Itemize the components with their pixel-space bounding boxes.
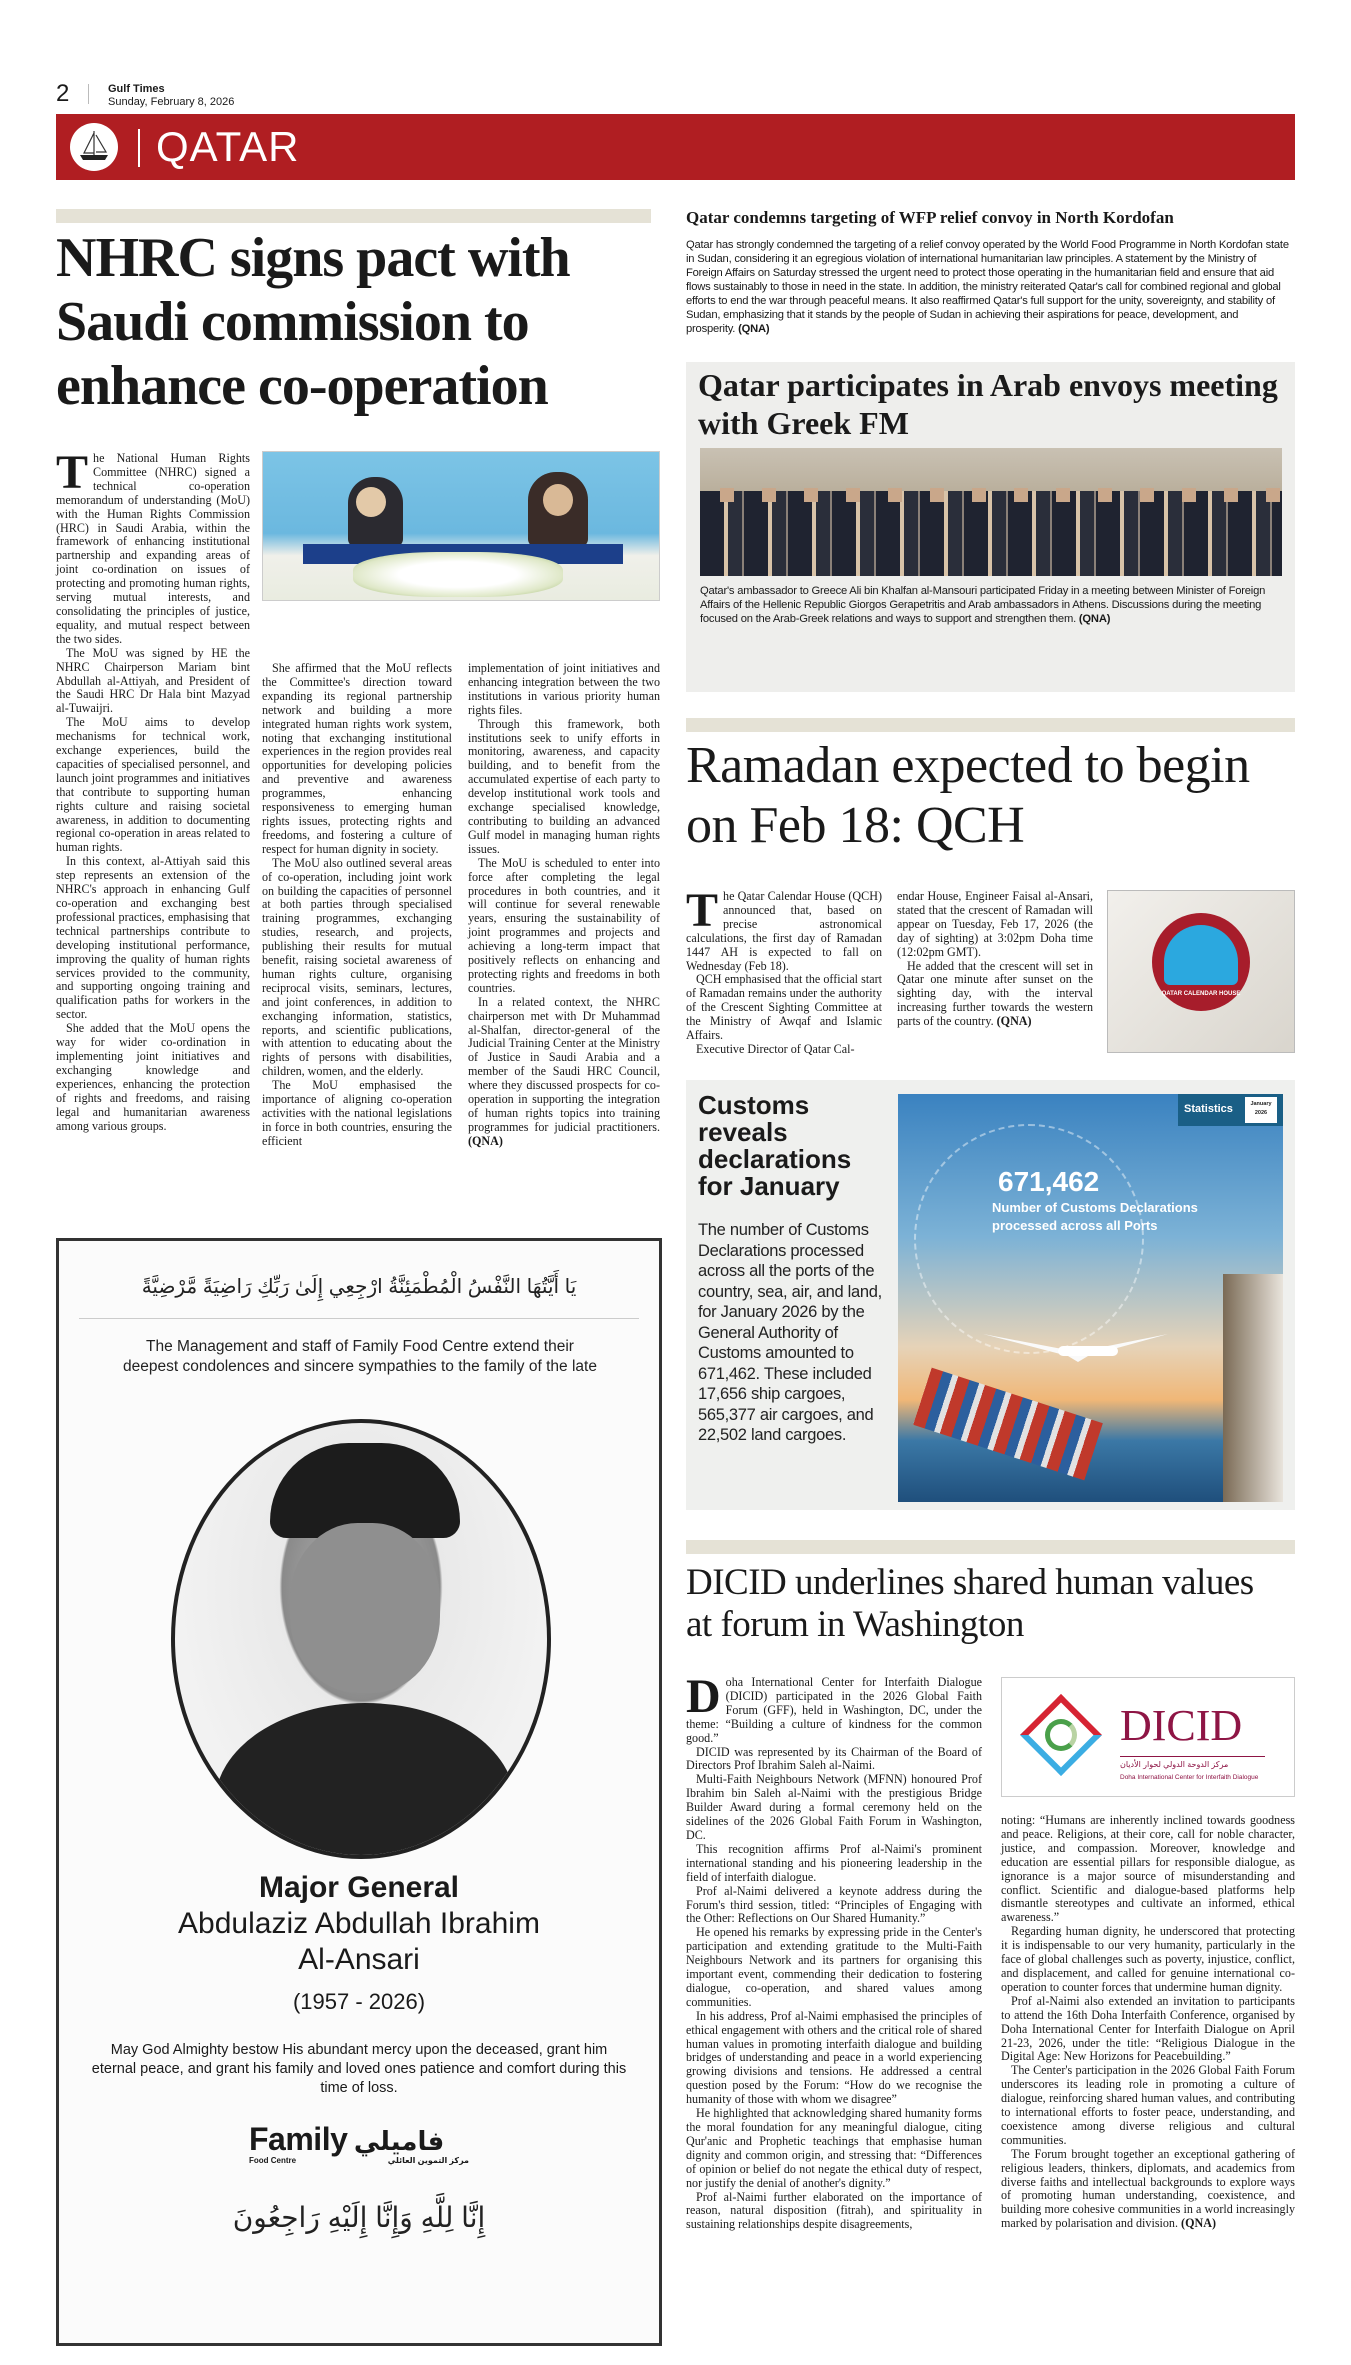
logo-text: QATAR CALENDAR HOUSE [1161,991,1241,997]
paragraph: Prof al-Naimi also extended an invitation to participants to attend the 16th Doha Interfaith Conference, organised by Doha International Center for Interfaith Dialogue on April 21-23, 2026, under the title: “Religious Dialogue in the Digital Age: New Horizons for Peacebuilding.” [1001,1993,1295,2064]
obituary-ad [56,1238,662,2346]
arab-envoys-headline: Qatar participates in Arab envoys meeting with Greek FM [698,367,1278,441]
credit: (QNA) [1181,2216,1216,2231]
paragraph: Prof al-Naimi further elaborated on the importance of reason, natural disposition (fitrah), and spirituality in sustaining relationships despite disagreements, [686,2189,982,2232]
paragraph: noting: “Humans are inherently inclined towards goodness and peace. Religions, at their core, call for noble character, justice, and compassion. Moreover, knowledge and education are essential pillars for responsible dialogue, as ignorance is a major source of misunderstanding and conflict. Scientific and dialogue-based platforms help dismantle stereotypes and cultivate an informed, ethical awareness.” [1001,1813,1295,1925]
paragraph: The MoU aims to develop mechanisms for technical work, exchange experiences, build the capacities of specialised personnel, and launch joint programmes and initiatives that contribute to supporting human rights culture and raising societal awareness, in addition to documenting regional co-operation in areas related to human rights. [56,715,250,855]
page-number: 2 [56,80,70,107]
closing-verse: إِنَّا لِلَّهِ وَإِنَّا إِلَيْهِ رَاجِعُونَ [232,2202,486,2233]
credit: (QNA) [738,323,770,335]
truck [1223,1274,1283,1502]
divider [138,129,140,167]
dicid-logo-name: DICID [1120,1701,1243,1750]
paragraph: implementation of joint initiatives and enhancing integration between the two institutions in various priority human rights files. [468,661,660,717]
envoys-caption: Qatar's ambassador to Greece Ali bin Khalfan al-Mansouri participated Friday in a meeting between Minister of Foreign Affairs of the Hellenic Republic Giorgos Gerapetritis and Arab ambassadors in Athens. Discussions during the meeting focused on the Arab-Greek relations and ways to support and strengthen them. (QNA) [700,585,1266,625]
family-logo: Family فاميلي Food Centre مركز التموين العائلي [249,2121,469,2165]
prayer-text: May God Almighty bestow His abundant mercy upon the deceased, grant him eternal peace, and grant his family and loved ones patience and comfort during this time of loss. [91,2042,627,2096]
paragraph: Prof al-Naimi delivered a keynote address during the Forum's third session, titled: “Principles of Engaging with the Other: Reflections on Our Shared Humanity.” [686,1883,982,1926]
paragraph: Executive Director of Qatar Cal- [696,1041,855,1056]
divider [88,84,89,104]
customs-headline: Customs reveals declarations for January [698,1090,852,1201]
nhrc-col1: The National Human Rights Committee (NHRC) signed a technical co-operation memorandum of understanding (MoU) with the Human Rights Commission (HRC) in Saudi Arabia, within the framework of enhancing institutional partnership and expanding areas of joint co-ordination on issues of protecting and promoting human rights, serving mutual interests, and consolidating the principles of justice, equality, and mutual respect between the two sides. The MoU was signed by HE the NHRC Chairperson Mariam bint Abdullah al-Attiyah, and President of the Saudi HRC Dr Hala bint Mazyad al-Tuwaijri. The MoU aims to develop mechanisms for technical work, exchange experiences, build the capacities of specialised personnel, and launch joint programmes and initiatives that contribute to supporting human rights culture and raising societal awareness, in addition to documenting regional co-operation in areas related to human rights. In this context, al-Attiyah said this step represents an extension of the NHRC's approach in enhancing Gulf co-operation and exchanging best professional practices, emphasising that technical partnerships contribute to developing institutional performance, improving the quality of human rights services provided to the community, and supporting ongoing training and qualification paths for workers in the sector. She added that the MoU opens the way for wider co-ordination in implementing joint initiatives and exchanging knowledge and experiences, enhancing the protection of rights and freedoms, and raising legal and humanitarian awareness among various groups. [56,446,250,1133]
nhrc-signing-photo [262,451,660,601]
section-rule [686,718,1295,732]
paragraph: The MoU was signed by HE the NHRC Chairperson Mariam bint Abdullah al-Attiyah, and President of the Saudi HRC Dr Hala bint Mazyad al-Tuwaijri. [56,645,250,716]
dicid-col1: Doha International Center for Interfaith Dialogue (DICID) participated in the 2026 Global Faith Forum (GFF), held in Washington, DC, under the theme: “Building a culture of kindness for the common good.” DICID was represented by its Chairman of the Board of Directors Prof Ibrahim Saleh al-Naimi. Multi-Faith Neighbours Network (MFNN) honoured Prof Ibrahim bin Saleh al-Naimi with the prestigious Bridge Builder Award during a formal ceremony held on the sidelines of the 2026 Global Faith Forum in Washington, DC. This recognition affirms Prof al-Naimi's prominent international standing and his pioneering leadership in the field of interfaith dialogue. Prof al-Naimi delivered a keynote address during the Forum's third session, titled: “Principles of Engaging with the Other: Reflections on Our Shared Humanity.” He opened his remarks by expressing pride in the Center's participation and extending gratitude to the Multi-Faith Neighbours Network and its partners for organising this important event, commending their dedication to fostering dialogue, co-operation, and shared values among communities. In his address, Prof al-Naimi emphasised the principles of ethical engagement with others and the critical role of shared human values in promoting interfaith dialogue and building bridges of understanding and peace in a world experiencing growing divisions and tensions. He addressed a central question posed by the Forum: “How do we recognise the humanity of those with whom we disagree” He highlighted that acknowledging shared humanity forms the moral foundation for any meaningful dialogue, citing Qur'anic and Prophetic teachings that emphasise human dignity and common origin, and stressing that: “Differences of opinion or belief do not negate the ethical duty of respect, nor justify the denial of another's dignity.” Prof al-Naimi further elaborated on the importance of reason, natural disposition (fitrah), and spirituality in sustaining relationships despite disagreements, [686,1670,982,2232]
statistics-tag: Statistics January 2026 [1178,1094,1283,1126]
credit: (QNA) [468,1133,503,1148]
customs-body: The number of Customs Declarations processed across all the ports of the country, sea, air, and land, for January 2026 by the General Authority of Customs amounted to 671,462. These included 17,656 ship cargoes, 565,377 air cargoes, and 22,502 land cargoes. [698,1221,882,1444]
airplane-icon [978,1324,1188,1354]
infographic-subtitle-2: processed across all Ports [992,1218,1158,1233]
envoys-group-photo [700,448,1282,576]
customs-infographic [898,1094,1283,1502]
paragraph: He opened his remarks by expressing pride in the Center's participation and extending gratitude to the Multi-Faith Neighbours Network and its partners for organising this important event, commending their dedication to fostering dialogue, co-operation, and shared values among communities. [686,1925,982,2009]
portrait-photo [171,1419,551,1859]
arab-envoys-box [686,362,1295,692]
circuit-rings-decoration [914,1124,1144,1354]
dicid-col2: noting: “Humans are inherently inclined towards goodness and peace. Religions, at their core, call for noble character, justice, and compassion. Moreover, knowledge and education are essential pillars for responsible dialogue, as ignorance is a major source of misunderstanding and conflict. Scientific and dialogue-based platforms help dismantle stereotypes and cultivate an informed, ethical awareness.” Regarding human dignity, he underscored that protecting it is indispensable to our very humanity, particularly in the face of global challenges such as poverty, injustice, conflict, and displacement, and called for genuine international co-operation to counter forces that undermine human dignity. Prof al-Naimi also extended an invitation to participants to attend the 16th Doha Interfaith Conference, organised by Doha International Center for Interfaith Dialogue on April 21-23, 2026, under the title: “Religious Dialogue in the Digital Age: New Horizons for Peacebuilding.” The Center's participation in the 2026 Global Faith Forum underscores its leading role in promoting a culture of dialogue, reinforcing shared human values, and contributing to international efforts to foster peace, understanding, and coexistence among diverse religious and cultural communities. The Forum brought together an exceptional gathering of religious leaders, thinkers, diplomats, and academics from diverse faiths and intellectual backgrounds to explore ways of promoting human understanding, coexistence, and building more cohesive communities in a world increasingly marked by polarisation and division. (QNA) [1001,1813,1295,2231]
paragraph: He highlighted that acknowledging shared humanity forms the moral foundation for any meaningful dialogue, citing Qur'anic and Prophetic teachings that emphasise human dignity and common origin, and stressing that: “Differences of opinion or belief do not negate the ethical duty of respect, nor justify the denial of another's dignity.” [686,2106,982,2190]
section-banner [56,114,1295,180]
ramadan-col2: endar House, Engineer Faisal al-Ansari, stated that the crescent of Ramadan will appear on Tuesday, Feb 17, 2026 (the day of sighting) at 3:02pm Doha time (12:02pm GMT). He added that the crescent will set in Qatar one minute after sunset on the sighting day, with the interval increasing further towards the western parts of the country. (QNA) [897,889,1093,1029]
paragraph: She added that the MoU opens the way for wider co-ordination in implementing joint initiatives and exchanging knowledge and experiences, enhancing the protection of rights and freedoms, and raising legal and humanitarian awareness among various groups. [56,1021,250,1133]
paragraph: QCH emphasised that the official start of Ramadan remains under the authority of the Crescent Sighting Committee at the Ministry of Awqaf and Islamic Affairs. [686,972,882,1043]
paragraph: The Center's participation in the 2026 Global Faith Forum underscores its leading role in promoting a culture of dialogue, reinforcing shared human values, and contributing to international efforts to foster peace, understanding, and coexistence among diverse religious and cultural communities. [1001,2063,1295,2147]
deceased-name-2: Al-Ansari [298,1943,420,1976]
paragraph: endar House, Engineer Faisal al-Ansari, stated that the crescent of Ramadan will appear on Tuesday, Feb 17, 2026 (the day of sighting) at 3:02pm Doha time (12:02pm GMT). [897,889,1093,959]
dicid-logo-english: Doha International Center for Interfaith Dialogue [1120,1774,1259,1781]
section-rule [56,209,651,223]
nhrc-col3: implementation of joint initiatives and enhancing integration between the two institutions in various priority human rights files. Through this framework, both institutions seek to unify efforts in monitoring, awareness, and capacity building, and to benefit from the accumulated expertise of each party to develop institutional work tools and exchange specialised knowledge, contributing to building an advanced Gulf model in managing human rights issues. The MoU is scheduled to enter into force after completing the legal procedures in both countries, and it will continue for several renewable years, ensuring the sustainability of joint programmes and projects and achieving a long-term impact that positively reflects on enhancing and protecting rights and freedoms in both countries. In a related context, the NHRC chairperson met with Dr Muhammad al-Shalfan, director-general of the Judicial Training Center at the Ministry of Justice in Saudi Arabia and a member of the Saudi HRC Council, where they discussed prospects for co-operation in supporting the integration of human rights topics into training programmes for judicial practitioners. (QNA) [468,661,660,1148]
paragraph: In this context, al-Attiyah said this step represents an extension of the NHRC's approach in enhancing Gulf co-operation and exchanging best professional practices, emphasising that technical partnerships contribute to developing institutional performance, improving the quality of human rights services provided to the community, and supporting ongoing training and qualification paths for workers in the sector. [56,854,250,1022]
paragraph: Through this framework, both institutions seek to unify efforts in monitoring, awareness, and capacity building, and to benefit from the accumulated expertise of each party to develop institutional work tools and exchange specialised knowledge, contributing to building an advanced Gulf model in managing human rights issues. [468,716,660,856]
infographic-subtitle-1: Number of Customs Declarations [992,1200,1198,1215]
dicid-logo-arabic: مركز الدوحة الدولي لحوار الأديان [1120,1760,1229,1769]
rank: Major General [258,1871,460,1904]
dhow-boat-icon [70,123,118,171]
dicid-headline: DICID underlines shared human values at forum in Washington [686,1562,1254,1645]
paragraph: DICID was represented by its Chairman of the Board of Directors Prof Ibrahim Saleh al-Naimi. [686,1744,982,1773]
life-years: (1957 - 2026) [292,1989,426,2014]
paragraph: The MoU emphasised the importance of aligning co-operation activities with the national legislations in force in both countries, ensuring the efficient [262,1078,452,1148]
nhrc-headline: NHRC signs pact with Saudi commission to enhance co-operation [56,227,570,417]
wfp-headline: Qatar condemns targeting of WFP relief convoy in North Kordofan [686,208,1174,227]
drop-cap: T [56,446,89,499]
paragraph: She affirmed that the MoU reflects the Committee's direction toward expanding its regional partnership network and building a more integrated human rights work system, noting that exchanging institutional experiences in the region provides real opportunities for developing policies and preventive and awareness programmes, enhancing responsiveness to emerging human rights issues, protecting rights and freedoms, and fostering a culture of respect for human dignity in society. [262,661,452,856]
ramadan-col1: The Qatar Calendar House (QCH) announced that, based on precise astronomical calculations, the first day of Ramadan 1447 AH is expected to fall on Wednesday (Feb 18). QCH emphasised that the official start of Ramadan remains under the authority of the Crescent Sighting Committee at the Ministry of Awqaf and Islamic Affairs. Executive Director of Qatar Cal- [686,884,882,1056]
drop-cap: D [686,1670,721,1723]
paragraph: The MoU also outlined several areas of co-operation, including joint work on building the capacities of personnel at both parties through specialised training programmes, exchanging studies, research, and projects, publishing their results for mutual benefit, raising societal awareness of human rights culture, organising reciprocal visits, seminars, lectures, and joint conferences, in addition to exchanging information, statistics, reports, and scientific publications, with attention to educating about the rights of persons with disabilities, children, women, and the elderly. [262,855,452,1079]
deceased-name-1: Abdulaziz Abdullah Ibrahim [178,1907,540,1940]
dicid-logo [1001,1677,1295,1797]
credit: (QNA) [996,1014,1032,1029]
nhrc-col2 [262,662,452,1149]
section-title: QATAR [156,123,300,170]
paragraph: In his address, Prof al-Naimi emphasised the principles of ethical engagement with others and the critical role of shared human values in promoting interfaith dialogue and building bridges of understanding and peace in a world experiencing growing divisions and tensions. He addressed a central question posed by the Forum: “How do we recognise the humanity of those with whom we disagree” [686,2008,982,2107]
paragraph: Regarding human dignity, he underscored that protecting it is indispensable to our very humanity, particularly in the face of global challenges such as poverty, injustice, conflict, and displacement, and called for genuine international co-operation to counter forces that undermine human dignity. [1001,1924,1295,1994]
paragraph: The MoU is scheduled to enter into force after completing the legal procedures in both countries, and it will continue for several renewable years, ensuring the sustainability of joint programmes and projects and achieving a long-term impact that positively reflects on enhancing and protecting rights and freedoms in both countries. [468,855,660,995]
qatar-calendar-house-logo [1107,890,1295,1053]
cargo-ship [913,1368,1103,1481]
big-number: 671,462 [998,1166,1100,1197]
section-rule [686,1540,1295,1554]
wfp-body: Qatar has strongly condemned the targeting of a relief convoy operated by the World Food Programme in North Kordofan state in Sudan, considering it an egregious violation of international humanitarian law principles. A statement by the Ministry of Foreign Affairs on Saturday stressed the urgent need to protect those operating in the humanitarian field and ensure that aid flows sustainably to those in need in the state. In addition, the ministry reiterated Qatar's call for combined regional and global efforts to end the war through peaceful means. It also reaffirmed Qatar's full support for the unity, sovereignty, and stability of Sudan, emphasizing that it stands by the people of Sudan in achieving their aspirations for peace, development, and prosperity. (QNA) [686,239,1289,335]
issue-date: Sunday, February 8, 2026 [108,96,235,108]
paragraph: Multi-Faith Neighbours Network (MFNN) honoured Prof Ibrahim bin Saleh al-Naimi with the prestigious Bridge Builder Award during a formal ceremony held on the sidelines of the 2026 Global Faith Forum in Washington, DC. [686,1772,982,1842]
condolence-intro: The Management and staff of Family Food Centre extend their deepest condolences and sincere sympathies to the family of the late [123,1338,597,1375]
paragraph: This recognition affirms Prof al-Naimi's prominent international standing and his pioneering leadership in the field of interfaith dialogue. [686,1841,982,1884]
drop-cap: T [686,884,719,937]
customs-box [686,1080,1295,1510]
credit: (QNA) [1078,613,1111,625]
arabic-verse-header: يَا أَيَّتُهَا النَّفْسُ الْمُطْمَئِنَّةُ ارْجِعِي إِلَىٰ رَبِّكِ رَاضِيَةً مَّرْضِيَّةً [79,1259,639,1319]
ramadan-headline: Ramadan expected to begin on Feb 18: QCH [686,737,1250,854]
paper-name: Gulf Times [108,83,165,95]
